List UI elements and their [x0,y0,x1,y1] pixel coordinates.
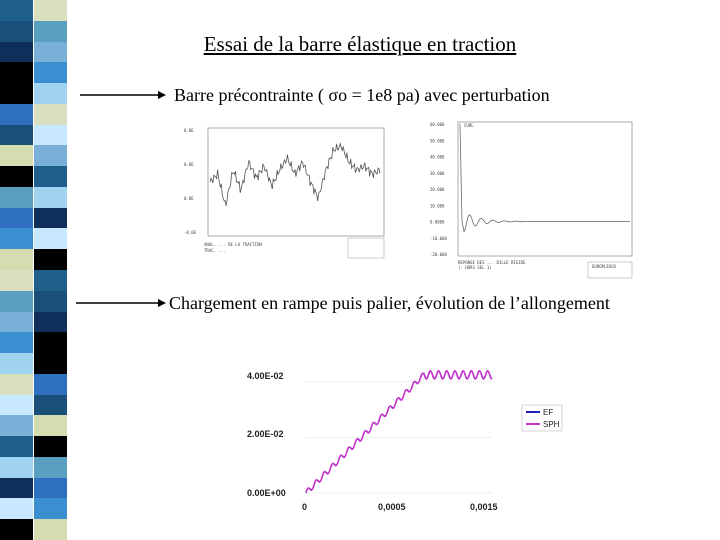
y-tick-2e-2: 2.00E-02 [247,429,284,439]
right-y-tick: 30.000 [430,170,445,176]
strip-block [34,249,67,270]
strip-block [34,0,67,21]
strip-block [0,353,33,374]
strip-block [34,436,67,457]
strip-block [0,270,33,291]
right-y-tick: 0.0000 [430,219,445,225]
svg-text:(- HORS SEL 1): (- HORS SEL 1) [458,265,492,270]
strip-block [0,208,33,229]
strip-block [0,457,33,478]
y-tick-0: 0.00E+00 [247,488,286,498]
strip-block [34,104,67,125]
svg-text:-0.0E: -0.0E [184,230,197,235]
chart-perturbation-right [428,116,638,281]
series-sph-line [306,371,492,493]
strip-block [0,166,33,187]
svg-text:EUROPLEXUS: EUROPLEXUS [592,264,617,269]
strip-block [34,145,67,166]
right-y-tick: 10.000 [430,203,445,209]
strip-block [0,395,33,416]
strip-block [0,519,33,540]
legend-ef-label: EF [543,408,554,417]
strip-block [34,291,67,312]
strip-block [0,312,33,333]
strip-block [34,208,67,229]
svg-text:0.0E: 0.0E [184,162,194,167]
strip-block [34,166,67,187]
strip-block [34,395,67,416]
chart-perturbation-left [180,118,390,263]
strip-block [0,228,33,249]
subtitle-ramp-loading: Chargement en rampe puis palier, évolution de l’allongement [169,293,610,313]
svg-text:REPONSE DES ... BILLE RIGIDE: REPONSE DES ... BILLE RIGIDE [458,260,526,265]
svg-text:0.0E: 0.0E [184,128,194,133]
strip-block [0,415,33,436]
strip-block [0,62,33,83]
arrow-1 [78,88,168,102]
strip-block [0,104,33,125]
strip-block [34,228,67,249]
subtitle-prestressed-bar: Barre précontrainte ( σo = 1e8 pa) avec perturbation [174,85,550,105]
svg-text:0.0E: 0.0E [184,196,194,201]
strip-block [34,415,67,436]
strip-block [34,353,67,374]
right-y-tick: 40.000 [430,154,445,160]
svg-text:TRAC. ...: TRAC. ... [204,248,226,253]
strip-block [34,312,67,333]
strip-block [34,62,67,83]
strip-block [0,187,33,208]
legend-sph-label: SPH [543,420,560,429]
x-tick-0015: 0,0015 [470,502,498,512]
strip-block [34,83,67,104]
strip-block [34,457,67,478]
y-tick-4e-2: 4.00E-02 [247,371,284,381]
chart-elongation [244,350,564,520]
side-color-strip [0,0,67,540]
x-tick-0005: 0,0005 [378,502,406,512]
strip-block [0,374,33,395]
strip-block [0,436,33,457]
svg-text:ANAL. ... DE LA TRACTION: ANAL. ... DE LA TRACTION [204,242,262,247]
strip-block [0,291,33,312]
right-y-tick: 50.000 [430,138,445,144]
strip-block [0,478,33,499]
strip-block [0,125,33,146]
right-y-tick: -20.000 [430,252,447,257]
strip-block [34,519,67,540]
strip-block [34,187,67,208]
strip-block [34,270,67,291]
strip-block [34,374,67,395]
strip-block [34,478,67,499]
arrow-2 [74,296,168,310]
series-ef-line [306,371,492,493]
right-y-tick: 20.000 [430,187,445,192]
strip-block [34,332,67,353]
strip-block [0,0,33,21]
strip-block [0,145,33,166]
strip-block [0,498,33,519]
right-y-tick: 60.000 [430,122,445,127]
svg-text:CURL: CURL [464,123,474,128]
slide-title: Essai de la barre élastique en traction [203,32,517,56]
strip-block [0,83,33,104]
strip-block [34,498,67,519]
strip-block [0,332,33,353]
strip-block [34,125,67,146]
right-y-tick: -10.000 [430,235,447,241]
strip-block [0,249,33,270]
x-tick-0: 0 [302,502,308,512]
